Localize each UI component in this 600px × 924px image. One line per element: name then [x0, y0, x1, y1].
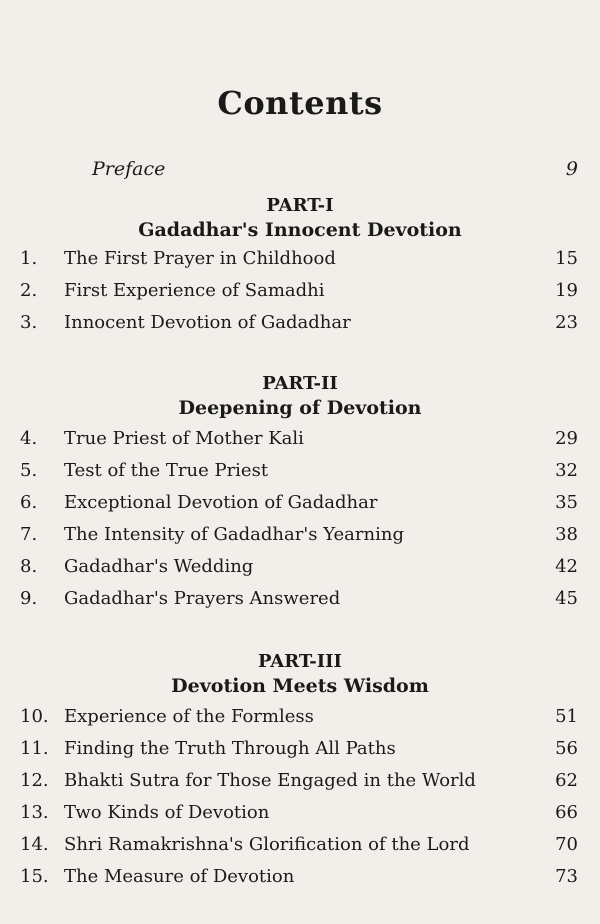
entry-title: Gadadhar's Prayers Answered	[64, 588, 341, 609]
page-title: Contents	[217, 84, 383, 122]
entry-page: 70	[555, 834, 578, 855]
entry-number: 3.	[20, 312, 38, 333]
toc-entry	[20, 802, 578, 828]
part-label: PART-I	[266, 195, 334, 216]
toc-entry	[20, 866, 578, 892]
entry-page: 32	[555, 460, 578, 481]
entry-title: Innocent Devotion of Gadadhar	[64, 312, 351, 333]
toc-entry	[20, 492, 578, 518]
entry-number: 5.	[20, 460, 38, 481]
entry-number: 6.	[20, 492, 38, 513]
entry-title: The Intensity of Gadadhar's Yearning	[64, 524, 404, 545]
toc-entry	[20, 248, 578, 274]
part-title: Devotion Meets Wisdom	[171, 675, 429, 697]
entry-title: Bhakti Sutra for Those Engaged in the World	[64, 770, 476, 791]
part-label: PART-II	[262, 373, 338, 394]
entry-page: 56	[555, 738, 578, 759]
preface-entry	[92, 158, 578, 180]
entry-page: 66	[555, 802, 578, 823]
entry-number: 1.	[20, 248, 38, 269]
entry-title: The Measure of Devotion	[64, 866, 295, 887]
entry-title: Gadadhar's Wedding	[64, 556, 254, 577]
entry-title: First Experience of Samadhi	[64, 280, 325, 301]
toc-entry	[20, 312, 578, 338]
part-heading	[0, 194, 600, 242]
entry-page: 19	[555, 280, 578, 301]
part-heading	[0, 372, 600, 420]
entry-page: 35	[555, 492, 578, 513]
entry-number: 8.	[20, 556, 38, 577]
entry-page: 15	[555, 248, 578, 269]
part-label: PART-III	[258, 651, 342, 672]
toc-entry	[20, 428, 578, 454]
entry-title: Finding the Truth Through All Paths	[64, 738, 396, 759]
preface-label: Preface	[92, 158, 166, 180]
toc-entry	[20, 706, 578, 732]
entry-title: True Priest of Mother Kali	[64, 428, 304, 449]
entry-page: 38	[555, 524, 578, 545]
entry-number: 14.	[20, 834, 49, 855]
entry-title: Two Kinds of Devotion	[64, 802, 270, 823]
toc-entry	[20, 770, 578, 796]
entry-page: 73	[555, 866, 578, 887]
entry-page: 42	[555, 556, 578, 577]
entry-title: Experience of the Formless	[64, 706, 314, 727]
toc-entry	[20, 588, 578, 614]
entry-number: 7.	[20, 524, 38, 545]
toc-entry	[20, 524, 578, 550]
entry-title: Exceptional Devotion of Gadadhar	[64, 492, 378, 513]
toc-entry	[20, 834, 578, 860]
entry-number: 13.	[20, 802, 49, 823]
entry-title: Shri Ramakrishna's Glorification of the Lord	[64, 834, 470, 855]
part-heading	[0, 650, 600, 698]
entry-title: The First Prayer in Childhood	[64, 248, 336, 269]
part-title: Gadadhar's Innocent Devotion	[138, 219, 462, 241]
entry-number: 11.	[20, 738, 49, 759]
toc-entry	[20, 556, 578, 582]
entry-number: 2.	[20, 280, 38, 301]
entry-page: 45	[555, 588, 578, 609]
toc-entry	[20, 460, 578, 486]
entry-number: 10.	[20, 706, 49, 727]
toc-entry	[20, 280, 578, 306]
entry-number: 9.	[20, 588, 38, 609]
toc-entry	[20, 738, 578, 764]
entry-page: 51	[555, 706, 578, 727]
entry-page: 62	[555, 770, 578, 791]
entry-number: 4.	[20, 428, 38, 449]
entry-title: Test of the True Priest	[64, 460, 269, 481]
part-title: Deepening of Devotion	[178, 397, 422, 419]
entry-page: 23	[555, 312, 578, 333]
preface-page: 9	[565, 158, 578, 180]
entry-page: 29	[555, 428, 578, 449]
entry-number: 15.	[20, 866, 49, 887]
entry-number: 12.	[20, 770, 49, 791]
